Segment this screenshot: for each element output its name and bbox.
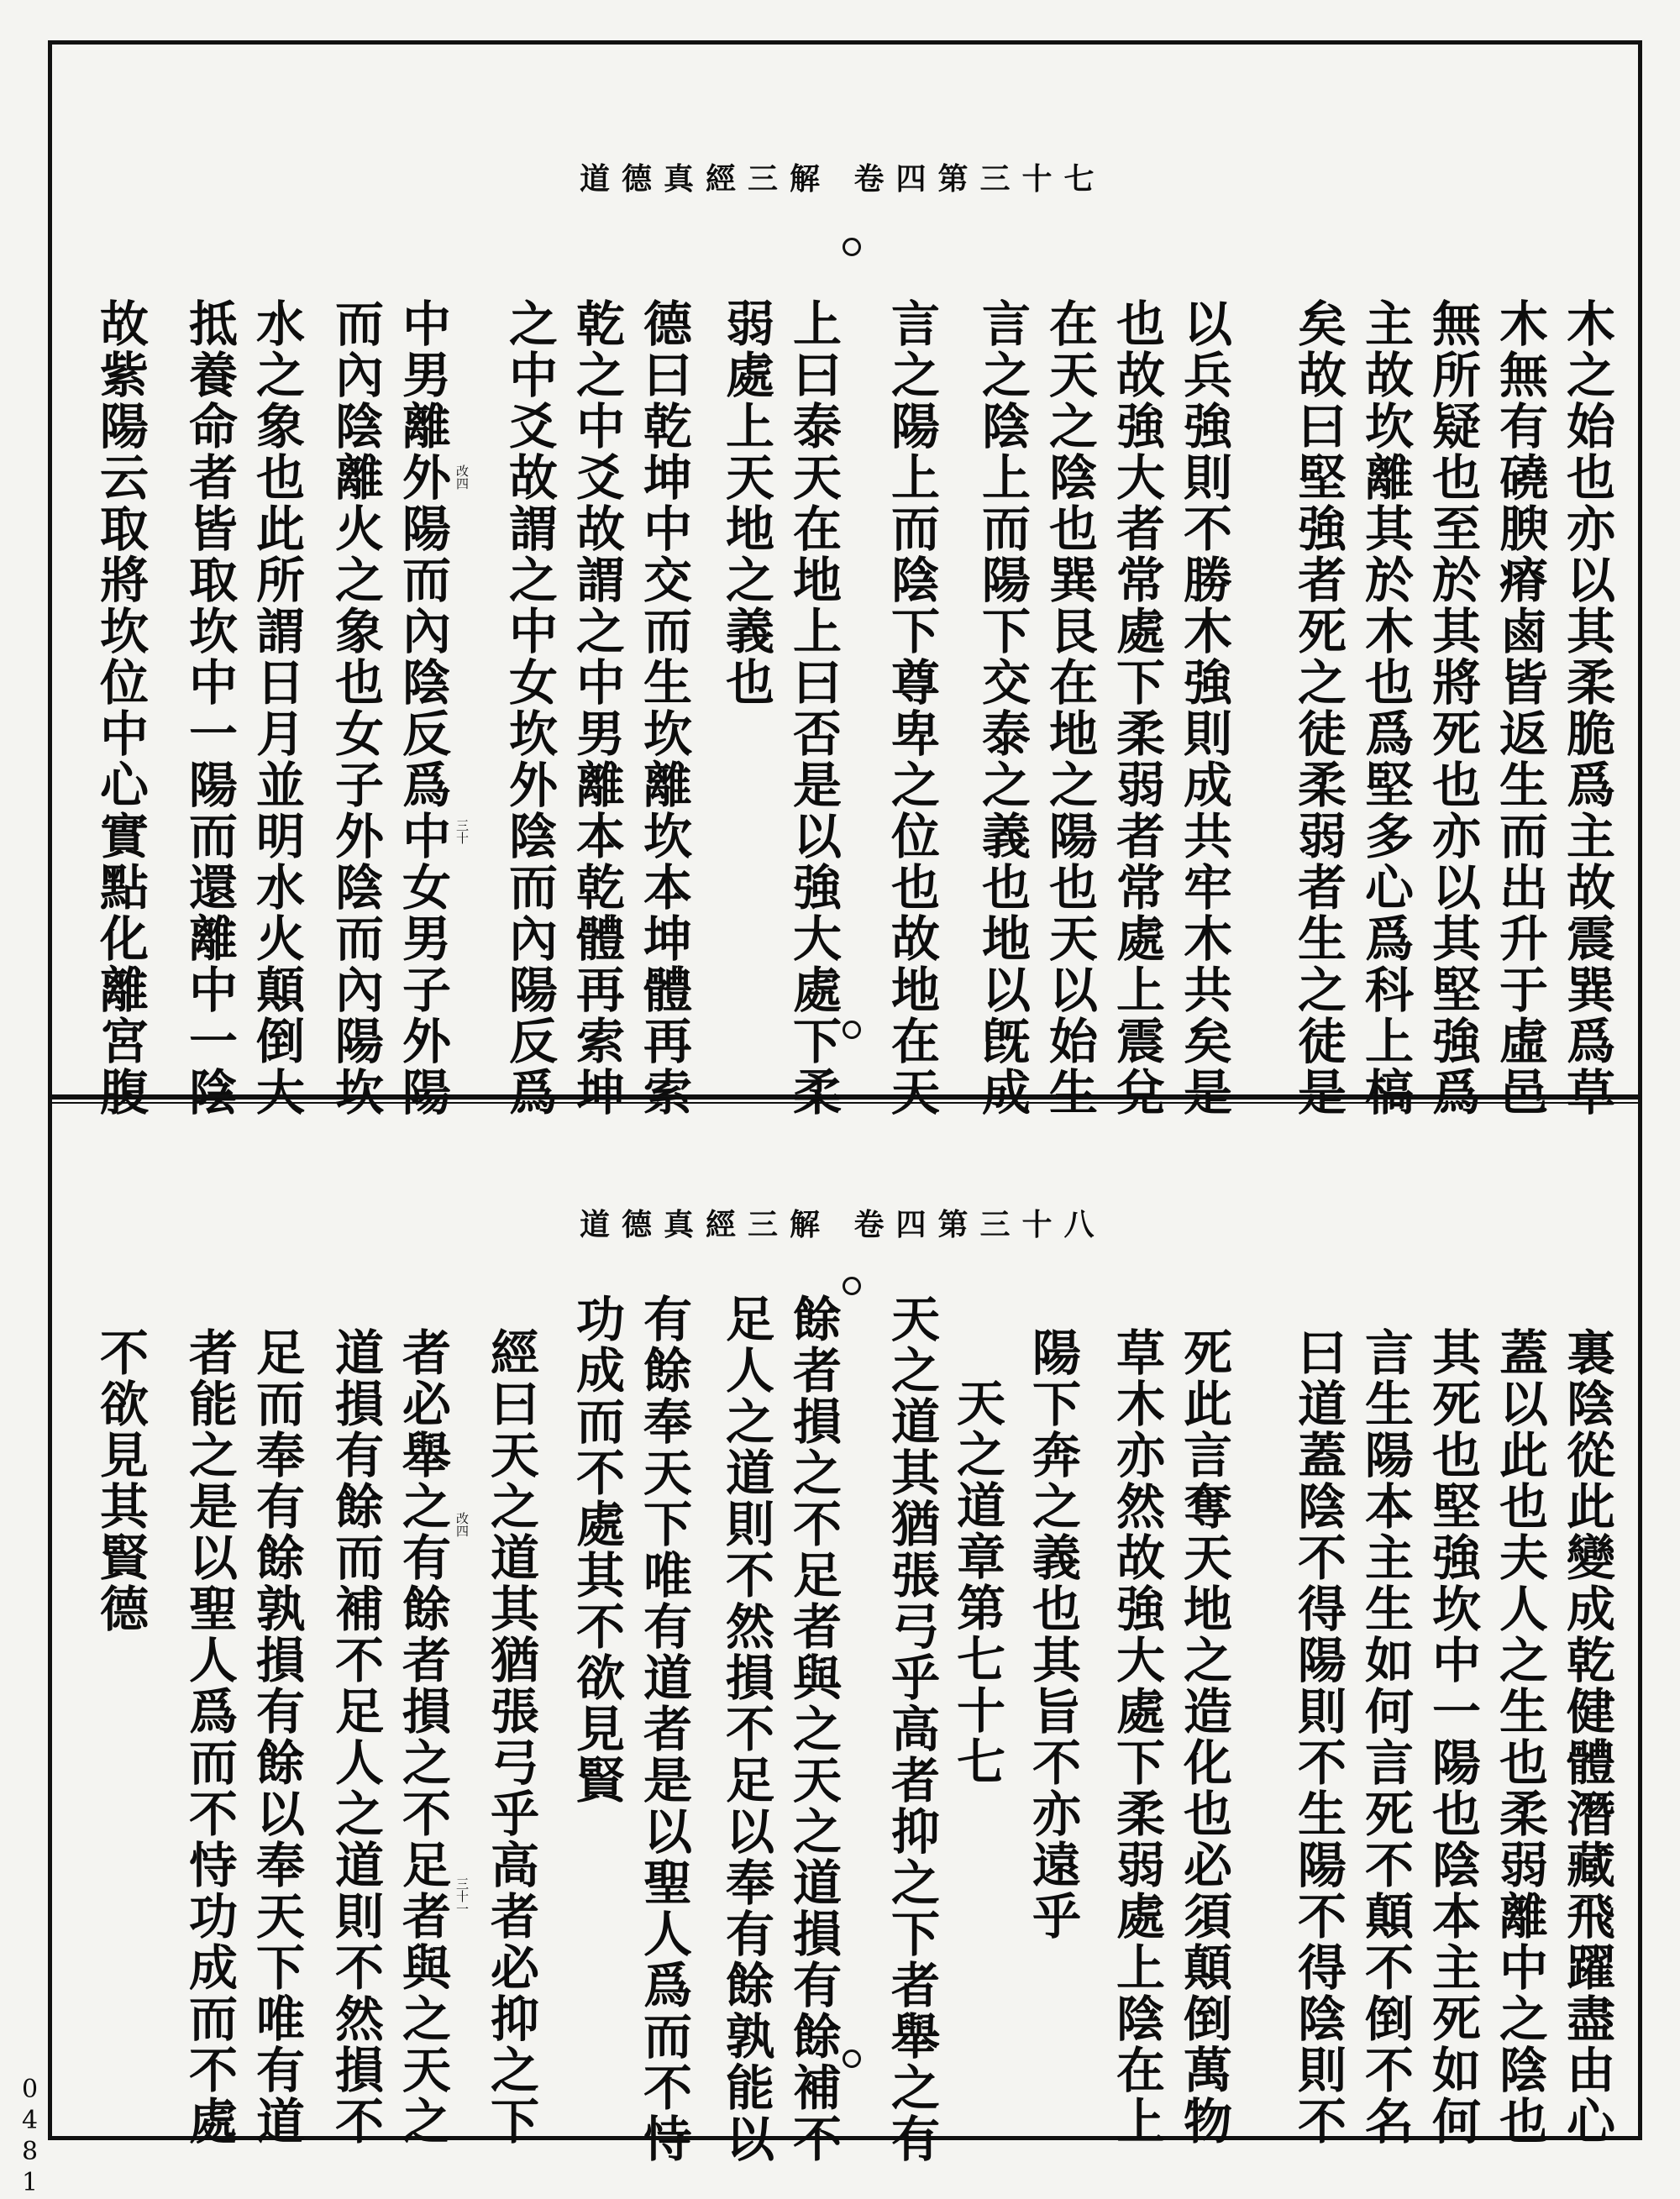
bottom-column-12: 足人之道則不然損不足以奉有餘孰能以	[717, 1294, 774, 2165]
top-column-14: 乾之中爻故謂之中男離本乾體再索坤	[568, 298, 625, 1118]
bottom-margin-note-1: 改四	[454, 1512, 470, 1537]
bottom-column-20: 不欲見其賢德	[92, 1327, 149, 1635]
bottom-column-7: 草木亦然故強大處下柔弱處上陰在上	[1108, 1327, 1165, 2147]
bottom-column-2: 蓋以此也夫人之生也柔弱離中之陰也	[1491, 1327, 1548, 2147]
top-column-1: 木之始也亦以其柔脆爲主故震巽爲草	[1558, 298, 1615, 1118]
bottom-column-5: 曰道蓋陰不得陽則不生陽不得陰則不	[1289, 1327, 1347, 2147]
bottom-column-9: 天之道章第七十七	[948, 1378, 1005, 1787]
top-column-20: 故紫陽云取將坎位中心實點化離宮腹	[92, 298, 149, 1118]
bottom-column-3: 其死也堅強坎中一陽也陰本主死如何	[1424, 1327, 1481, 2147]
top-margin-note-2: 三十	[454, 819, 470, 844]
top-column-19: 抵養命者皆取坎中一陽而還離中一陰	[181, 298, 238, 1118]
top-column-2: 木無有磽腴瘠鹵皆返生而出升于虛邑	[1491, 298, 1548, 1118]
page-number: 0481	[15, 2075, 45, 2199]
bottom-column-19: 者能之是以聖人爲而不恃功成而不處	[181, 1327, 238, 2147]
bottom-column-4: 言生陽本主生如何言死不顛不倒不名	[1357, 1327, 1414, 2147]
bottom-column-10: 天之道其猶張弓乎高者抑之下者舉之有	[883, 1294, 940, 2165]
top-column-17: 而內陰離火之象也女子外陰而內陽坎	[327, 298, 384, 1118]
top-column-6: 以兵強則不勝木強則成共牢木共矣是	[1175, 298, 1232, 1118]
top-column-13: 德曰乾坤中交而生坎離坎本坤體再索	[635, 298, 692, 1118]
top-circle-mark-1	[843, 238, 861, 256]
bottom-column-16: 者必舉之有餘者損之不足者與之天之	[394, 1327, 451, 2147]
bottom-column-8: 陽下奔之義也其旨不亦遠乎	[1024, 1327, 1081, 1942]
bottom-column-13: 有餘奉天下唯有道者是以聖人爲而不恃	[635, 1294, 692, 2165]
top-column-7: 也故強大者常處下柔弱者常處上震兌	[1108, 298, 1165, 1118]
top-column-16: 中男離外陽而內陰反爲中女男子外陽	[394, 298, 451, 1118]
top-circle-mark-2	[843, 1021, 861, 1039]
top-column-9: 言之陰上而陽下交泰之義也地以旣成	[974, 298, 1031, 1118]
bottom-margin-note-2: 三十一	[454, 1877, 470, 1915]
bottom-column-18: 足而奉有餘孰損有餘以奉天下唯有道	[248, 1327, 305, 2147]
bottom-column-6: 死此言奪天地之造化也必須顛倒萬物	[1175, 1327, 1232, 2147]
bottom-column-14: 功成而不處其不欲見賢	[568, 1294, 625, 1806]
bottom-column-17: 道損有餘而補不足人之道則不然損不	[327, 1327, 384, 2147]
bottom-column-11: 餘者損之不足者與之天之道損有餘補不	[785, 1294, 842, 2165]
bottom-column-15: 經曰天之道其猶張弓乎高者必抑之下	[482, 1327, 539, 2147]
top-margin-note-1: 改四	[454, 464, 470, 490]
top-column-3: 無所疑也至於其將死也亦以其堅強爲	[1424, 298, 1481, 1118]
top-column-5: 矣故曰堅強者死之徒柔弱者生之徒是	[1289, 298, 1347, 1118]
bottom-column-1: 裏陰從此變成乾健體潛藏飛躍盡由心	[1558, 1327, 1615, 2147]
top-column-8: 在天之陰也巽艮在地之陽也天以始生	[1041, 298, 1098, 1118]
top-page-header: 道德真經三解 卷四第三十七	[580, 161, 1106, 197]
top-column-4: 主故坎離其於木也爲堅多心爲科上槁	[1357, 298, 1414, 1118]
top-column-11: 上曰泰天在地上曰否是以強大處下柔	[785, 298, 842, 1118]
bottom-circle-mark-2	[843, 2049, 861, 2068]
top-column-12: 弱處上天地之義也	[717, 298, 774, 708]
top-column-18: 水之象也此所謂日月並明水火顛倒大	[248, 298, 305, 1118]
top-column-15: 之中爻故謂之中女坎外陰而內陽反爲	[501, 298, 558, 1118]
bottom-circle-mark-1	[843, 1277, 861, 1295]
top-column-10: 言之陽上而陰下尊卑之位也故地在天	[883, 298, 940, 1118]
bottom-page-header: 道德真經三解 卷四第三十八	[580, 1207, 1106, 1242]
